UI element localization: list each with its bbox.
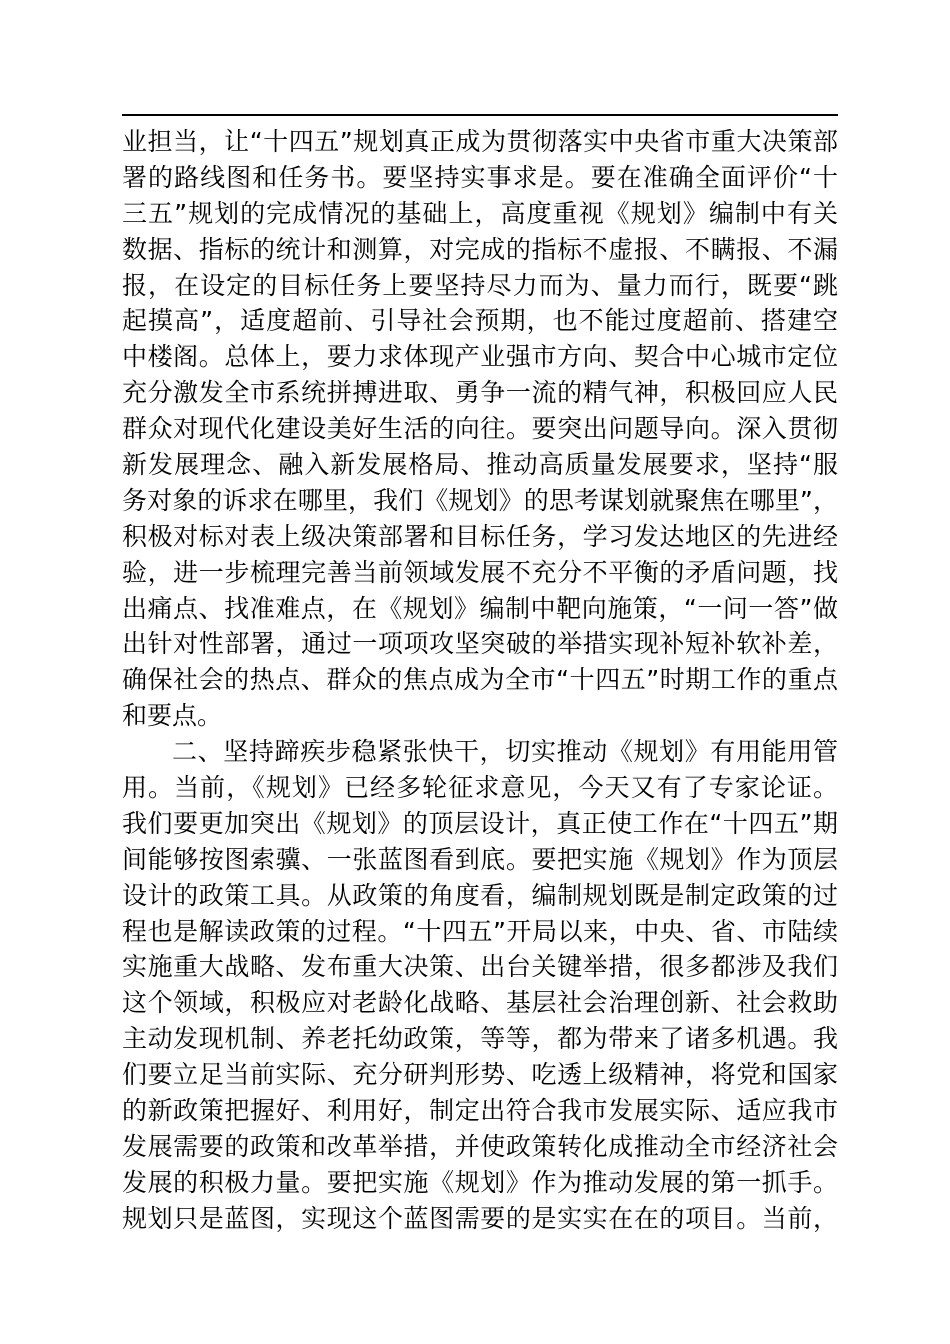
text-line: 报，在设定的目标任务上要坚持尽力而为、量力而行，既要“跳 — [122, 270, 838, 300]
text-line: 们要立足当前实际、充分研判形势、吃透上级精神，将党和国家 — [122, 1060, 838, 1090]
text-line: 主动发现机制、养老托幼政策，等等，都为带来了诸多机遇。我 — [122, 1024, 838, 1054]
text-line: 业担当，让“十四五”规划真正成为贯彻落实中央省市重大决策部 — [122, 127, 838, 156]
paragraph-2 — [122, 734, 838, 1236]
body-text — [122, 124, 838, 1237]
text-line: 群众对现代化建设美好生活的向往。要突出问题导向。深入贯彻 — [122, 414, 838, 444]
text-line: 二、坚持蹄疾步稳紧张快干，切实推动《规划》有用能用管 — [172, 737, 838, 767]
text-line: 发展需要的政策和改革举措，并使政策转化成推动全市经济社会 — [122, 1131, 838, 1161]
text-line: 的新政策把握好、利用好，制定出符合我市发展实际、适应我市 — [122, 1096, 838, 1126]
text-line: 出痛点、找准难点，在《规划》编制中靶向施策，“一问一答”做 — [122, 593, 838, 623]
text-line: 我们要更加突出《规划》的顶层设计，真正使工作在“十四五”期 — [122, 808, 838, 838]
text-line: 设计的政策工具。从政策的角度看，编制规划既是制定政策的过 — [122, 880, 838, 910]
text-line: 三五”规划的完成情况的基础上，高度重视《规划》编制中有关 — [122, 198, 838, 228]
text-line: 中楼阁。总体上，要力求体现产业强市方向、契合中心城市定位 — [122, 342, 838, 372]
text-line: 务对象的诉求在哪里，我们《规划》的思考谋划就聚焦在哪里”， — [122, 485, 838, 515]
text-line: 数据、指标的统计和测算，对完成的指标不虚报、不瞒报、不漏 — [122, 234, 838, 264]
header-rule — [122, 114, 838, 116]
text-line: 这个领域，积极应对老龄化战略、基层社会治理创新、社会救助 — [122, 988, 838, 1018]
text-line: 发展的积极力量。要把实施《规划》作为推动发展的第一抓手。 — [122, 1167, 838, 1197]
text-line: 和要点。 — [122, 701, 223, 731]
text-line: 用。当前，《规划》已经多轮征求意见，今天又有了专家论证。 — [122, 773, 838, 803]
text-line: 规划只是蓝图，实现这个蓝图需要的是实实在在的项目。当前， — [122, 1203, 838, 1233]
text-line: 程也是解读政策的过程。“十四五”开局以来，中央、省、市陆续 — [122, 916, 838, 946]
text-line: 积极对标对表上级决策部署和目标任务，学习发达地区的先进经 — [122, 521, 838, 551]
text-line: 起摸高”，适度超前、引导社会预期，也不能过度超前、搭建空 — [122, 306, 838, 336]
text-line: 署的路线图和任务书。要坚持实事求是。要在准确全面评价“十 — [122, 162, 838, 192]
text-line: 充分激发全市系统拼搏进取、勇争一流的精气神，积极回应人民 — [122, 378, 838, 408]
text-line: 间能够按图索骥、一张蓝图看到底。要把实施《规划》作为顶层 — [122, 844, 838, 874]
text-line: 出针对性部署，通过一项项攻坚突破的举措实现补短补软补差， — [122, 629, 838, 659]
text-line: 实施重大战略、发布重大决策、出台关键举措，很多都涉及我们 — [122, 952, 838, 982]
text-line: 新发展理念、融入新发展格局、推动高质量发展要求，坚持“服 — [122, 450, 838, 480]
paragraph-1 — [122, 124, 838, 734]
text-line: 验，进一步梳理完善当前领域发展不充分不平衡的矛盾问题，找 — [122, 557, 838, 587]
text-line: 确保社会的热点、群众的焦点成为全市“十四五”时期工作的重点 — [122, 665, 838, 695]
